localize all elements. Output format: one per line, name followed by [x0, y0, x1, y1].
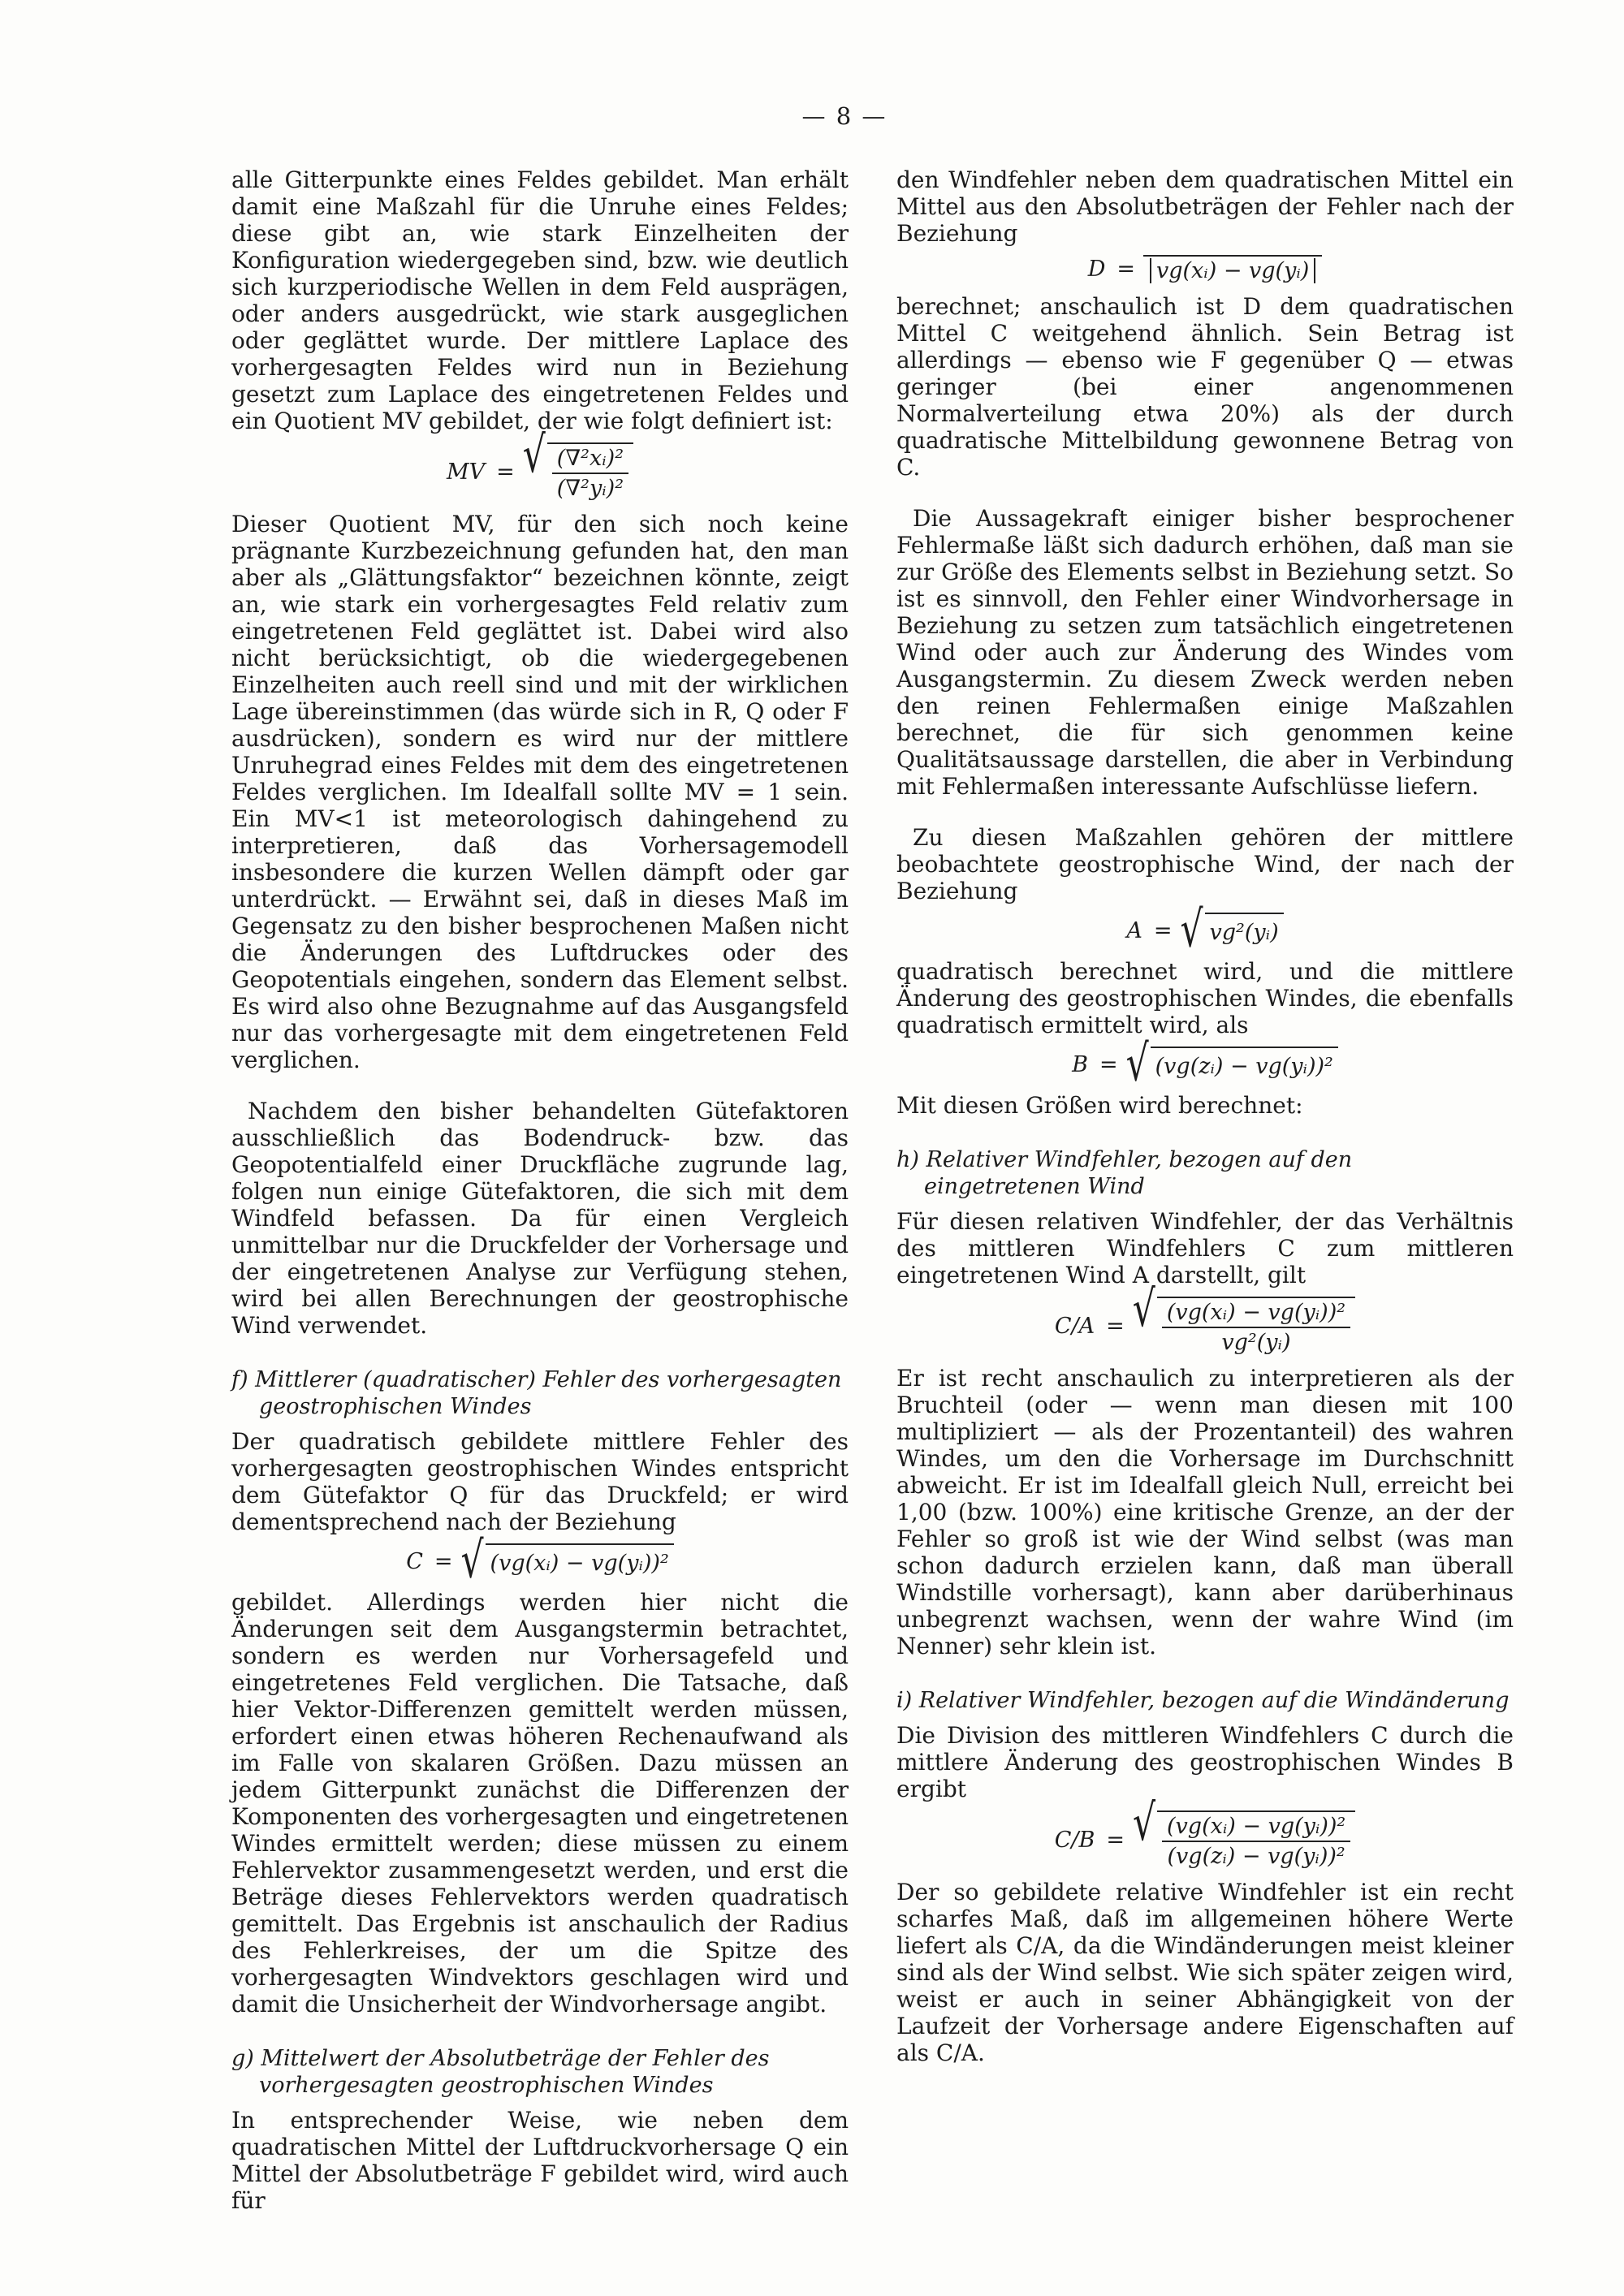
equation-a: A = √ vg²(yᵢ)	[896, 913, 1514, 948]
denominator: (vg(zᵢ) − vg(yᵢ))²	[1167, 1844, 1345, 1869]
equation-d: D = vg(xᵢ) − vg(yᵢ)	[896, 255, 1514, 283]
paragraph: In entsprechender Weise, wie neben dem quadratischen Mittel der Luftdruckvorhersage Q ein Mittel der Absolutbeträge F gebildet wird, wird auch für	[231, 2107, 849, 2214]
paragraph: Mit diesen Größen wird berechnet:	[896, 1092, 1303, 1119]
equation-ca: C/A = √ $\frac{\text{(vg(xᵢ) − vg(yᵢ))²}}{\text{vg²(yᵢ)}}$	[896, 1297, 1514, 1355]
right-column	[896, 166, 1514, 2066]
denominator: vg²(yᵢ)	[1221, 1330, 1291, 1355]
paragraph: Der so gebildete relative Windfehler ist ein recht scharfes Maß, daß im allgemeinen höhere Werte liefert als C/A, da die Windänderungen meist kleiner sind als der Wind selbst. Wie sich später zeigen wird, weist er auch in seiner Abhängigkeit von der Laufzeit der Vorhersage andere Eigenschaften auf als C/A.	[896, 1879, 1514, 2066]
numerator: (vg(xᵢ) − vg(yᵢ))²	[1162, 1300, 1350, 1328]
paragraph: Die Aussagekraft einiger bisher besprochener Fehlermaße läßt sich dadurch erhöhen, daß man sie zur Größe des Elements selbst in Beziehung setzt. So ist es sinnvoll, den Fehler einer Windvorhersage in Beziehung zu setzen zum tatsächlich eingetretenen Wind oder auch zur Änderung des Windes vom Ausgangstermin. Zu diesem Zweck werden neben den reinen Fehlermaßen einige Maßzahlen berechnet, die für sich genommen keine Qualitätsaussage darstellen, die aber in Verbindung mit Fehlermaßen interessante Aufschlüsse liefern.	[896, 505, 1514, 800]
radical: √ vg²(yᵢ)	[1180, 913, 1283, 948]
paragraph: den Windfehler neben dem quadratischen Mittel ein Mittel aus den Absolutbeträgen der Fehler nach der Beziehung	[896, 166, 1514, 247]
radical: √ $\frac{\text{(vg(xᵢ) − vg(yᵢ))²}}{\text{vg²(yᵢ)}}$	[1133, 1297, 1355, 1355]
fraction	[552, 446, 628, 501]
equation-cb: C/B = √ $\frac{\text{(vg(xᵢ) − vg(yᵢ))²}}{\text{(vg(zᵢ) − vg(yᵢ))²}}$	[896, 1810, 1514, 1869]
absolute-value: vg(xᵢ) − vg(yᵢ)	[1150, 258, 1315, 283]
radical: √ (vg(zᵢ) − vg(yᵢ))²	[1126, 1047, 1338, 1082]
section-heading-h: h) Relativer Windfehler, bezogen auf den eingetretenen Wind	[896, 1147, 1353, 1199]
paragraph: Nachdem den bisher behandelten Gütefaktoren ausschließlich das Bodendruck- bzw. das Geopotentialfeld einer Druckfläche zugrunde lag, folgen nun einige Gütefaktoren, die sich mit dem Windfeld befassen. Da für einen Vergleich unmittelbar nur die Druckfelder der Vorhersage und der eingetretenen Analyse zur Verfügung stehen, wird bei allen Berechnungen der geostrophische Wind verwendet.	[231, 1098, 849, 1339]
paragraph: alle Gitterpunkte eines Feldes gebildet. Man erhält damit eine Maßzahl für die Unruhe eines Feldes; diese gibt an, wie stark Einzelheiten der Konfiguration wiedergegeben sind, bzw. wie deutlich sich kurzperiodische Wellen in dem Feld ausprägen, oder anders ausgedrückt, wie stark ausgeglichen oder geglättet wurde. Der mittlere Laplace des vorhergesagten Feldes wird nun in Beziehung gesetzt zum Laplace des eingetretenen Feldes und ein Quotient MV gebildet, der wie folgt definiert ist:	[231, 166, 849, 434]
radical: √ (vg(xᵢ) − vg(yᵢ))²	[461, 1543, 674, 1579]
equation-lhs: C	[406, 1548, 423, 1574]
section-heading-f: f) Mittlerer (quadratischer) Fehler des vorhergesagten geostrophischen Windes	[231, 1367, 842, 1419]
paragraph: Der quadratisch gebildete mittlere Fehler des vorhergesagten geostrophischen Windes entspricht dem Gütefaktor Q für das Druckfeld; er wird dementsprechend nach der Beziehung	[231, 1428, 849, 1535]
radical: √ $\frac{\text{(vg(xᵢ) − vg(yᵢ))²}}{\text{(vg(zᵢ) − vg(yᵢ))²}}$	[1133, 1810, 1355, 1869]
equation-c: C = √ (vg(xᵢ) − vg(yᵢ))²	[231, 1543, 849, 1579]
radicand: (vg(zᵢ) − vg(yᵢ))²	[1151, 1047, 1338, 1082]
denominator: (∇²yᵢ)²	[556, 476, 624, 501]
fraction	[1162, 1814, 1350, 1869]
equation-lhs: D	[1087, 257, 1106, 282]
paragraph: quadratisch berechnet wird, und die mittlere Änderung des geostrophischen Windes, die ebenfalls quadratisch ermittelt wird, als	[896, 958, 1514, 1038]
radicand: vg²(yᵢ)	[1205, 913, 1284, 948]
paragraph: Er ist recht anschaulich zu interpretieren als der Bruchteil (oder — wenn man diesen mit 100 multipliziert — als der Prozentanteil) des wahren Windes, um den die Vorhersage im Durchschnitt abweicht. Er ist im Idealfall gleich Null, erreicht bei 1,00 (bzw. 100%) eine kritische Grenze, an der der Fehler so groß ist wie der Wind selbst (was man schon dadurch erzielen kann, daß man überall Windstille vorhersagt), kann aber darüberhinaus unbegrenzt wachsen, wenn der wahre Wind (im Nenner) sehr klein ist.	[896, 1365, 1514, 1659]
page-number: — 8 —	[801, 102, 888, 130]
left-column	[231, 166, 849, 2214]
equation-lhs: B	[1072, 1051, 1088, 1077]
paragraph: Die Division des mittleren Windfehlers C durch die mittlere Änderung des geostrophischen Windes B ergibt	[896, 1722, 1514, 1802]
radical: √ $\frac{\text{(∇²xᵢ)²}}{\text{(∇²yᵢ)²}}$	[523, 442, 633, 501]
equation-lhs: MV	[446, 459, 486, 485]
paragraph: Zu diesen Maßzahlen gehören der mittlere beobachtete geostrophische Wind, der nach der Beziehung	[896, 824, 1514, 904]
equation-lhs: C/B	[1054, 1827, 1095, 1853]
equation-lhs: C/A	[1054, 1313, 1095, 1339]
paragraph: Dieser Quotient MV, für den sich noch keine prägnante Kurzbezeichnung gefunden hat, den man aber als „Glättungsfaktor“ bezeichnen könnte, zeigt an, wie stark ein vorhergesagtes Feld relativ zum eingetretenen Feld geglättet ist. Dabei wird also nicht berücksichtigt, ob die wiedergegebenen Einzelheiten auch reell sind und mit der wirklichen Lage übereinstimmen (das würde sich in R, Q oder F ausdrücken), sondern es wird nur der mittlere Unruhegrad eines Feldes mit dem des eingetretenen Feldes verglichen. Im Idealfall sollte MV = 1 sein. Ein MV<1 ist meteorologisch dahingehend zu interpretieren, daß das Vorhersagemodell insbesondere die kurzen Wellen dämpft oder gar unterdrückt. — Erwähnt sei, daß in dieses Maß im Gegensatz zu den bisher besprochenen Maßen nicht die Änderungen des Luftdruckes oder des Geopotentials eingehen, sondern das Element selbst. Es wird also ohne Bezugnahme auf das Ausgangsfeld nur das vorhergesagte mit dem eingetretenen Feld verglichen.	[231, 511, 849, 1073]
equation-mv: MV = √ $\frac{\text{(∇²xᵢ)²}}{\text{(∇²yᵢ)²}}$	[231, 442, 849, 501]
paragraph: berechnet; anschaulich ist D dem quadratischen Mittel C weitgehend ähnlich. Sein Betrag ist allerdings — ebenso wie F gegenüber Q — etwas geringer (bei einer angenommenen Normalverteilung etwa 20%) als der durch quadratische Mittelbildung gewonnene Betrag von C.	[896, 293, 1514, 481]
section-heading-g: g) Mittelwert der Absolutbeträge der Fehler des vorhergesagten geostrophischen Windes	[231, 2046, 770, 2098]
numerator: (∇²xᵢ)²	[552, 446, 628, 474]
section-heading-i: i) Relativer Windfehler, bezogen auf die Windänderung	[896, 1688, 1510, 1713]
radicand: (vg(xᵢ) − vg(yᵢ))²	[486, 1543, 674, 1579]
fraction	[1162, 1300, 1350, 1355]
paragraph: gebildet. Allerdings werden hier nicht die Änderungen seit dem Ausgangstermin betrachtet, sondern es werden nur Vorhersagefeld und eingetretenes Feld verglichen. Die Tatsache, daß hier Vektor-Differenzen gemittelt werden müssen, erfordert einen etwas höheren Rechenaufwand als im Falle von skalaren Größen. Dazu müssen an jedem Gitterpunkt zunächst die Differenzen der Komponenten des vorhergesagten und eingetretenen Windes ermittelt werden; diese müssen zu einem Fehlervektor zusammengesetzt werden, und erst die Beträge dieses Fehlervektors werden quadratisch gemittelt. Das Ergebnis ist anschaulich der Radius des Fehlerkreises, der um die Spitze des vorhergesagten Windvektors geschlagen wird und damit die Unsicherheit der Windvorhersage angibt.	[231, 1589, 849, 2018]
paragraph: Für diesen relativen Windfehler, der das Verhältnis des mittleren Windfehlers C zum mittleren eingetretenen Wind A darstellt, gilt	[896, 1208, 1514, 1288]
numerator: (vg(xᵢ) − vg(yᵢ))²	[1162, 1814, 1350, 1842]
equation-lhs: A	[1126, 917, 1142, 943]
equation-b: B = √ (vg(zᵢ) − vg(yᵢ))²	[896, 1047, 1514, 1082]
